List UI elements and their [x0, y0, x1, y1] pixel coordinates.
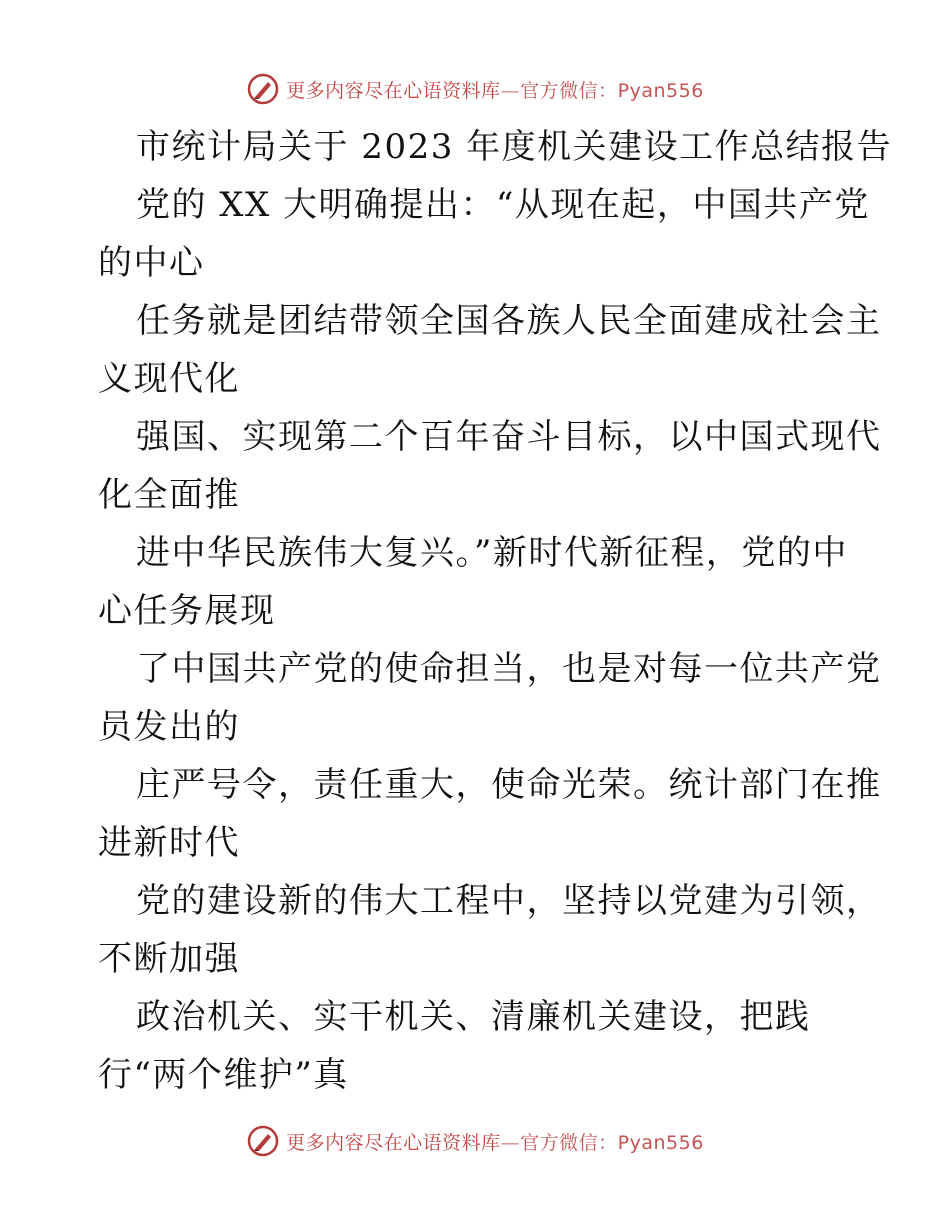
line-text: 党的建设新的伟大工程中，坚持以党建为引领， — [136, 881, 882, 921]
pen-nib-logo-icon — [246, 1124, 280, 1158]
paragraph-line — [98, 640, 882, 756]
watermark-site: 更多内容尽在心语资料库 — [286, 1131, 501, 1154]
pen-nib-logo-icon — [246, 72, 280, 106]
line-wrap-text: 化全面推 — [98, 475, 240, 515]
line-wrap-text: 的中心 — [98, 243, 205, 283]
watermark-wechat: 官方微信：Pyan556 — [520, 1131, 704, 1154]
line-wrap-text: 心任务展现 — [98, 591, 276, 631]
paragraph-line — [98, 408, 882, 524]
line-text: 任务就是团结带领全国各族人民全面建成社会主 — [136, 301, 882, 341]
paragraph-line — [98, 292, 882, 408]
line-wrap-text: 不断加强 — [98, 939, 240, 979]
paragraph-line — [98, 756, 882, 872]
line-text: 了中国共产党的使命担当，也是对每一位共产党 — [136, 649, 882, 689]
watermark-separator: — — [500, 79, 521, 102]
line-wrap-text: 义现代化 — [98, 359, 240, 399]
watermark-footer — [0, 1124, 950, 1158]
watermark-wechat: 官方微信：Pyan556 — [520, 79, 704, 102]
line-wrap-text: 员发出的 — [98, 707, 240, 747]
line-text: 党的 XX 大明确提出：“从现在起，中国共产党 — [136, 185, 870, 225]
watermark-separator: — — [500, 1131, 521, 1154]
line-wrap-text: 进新时代 — [98, 823, 240, 863]
document-title: 市统计局关于 2023 年度机关建设工作总结报告 — [136, 127, 893, 167]
line-text: 强国、实现第二个百年奋斗目标，以中国式现代 — [136, 417, 882, 457]
watermark-text — [286, 76, 704, 103]
watermark-text — [286, 1128, 704, 1155]
line-text: 进中华民族伟大复兴。”新时代新征程，党的中 — [136, 533, 848, 573]
paragraph-line — [98, 872, 882, 988]
line-text: 庄严号令，责任重大，使命光荣。统计部门在推 — [136, 765, 882, 805]
watermark-header — [0, 72, 950, 106]
line-wrap-text: 行“两个维护”真 — [98, 1055, 349, 1095]
watermark-site: 更多内容尽在心语资料库 — [286, 79, 501, 102]
paragraph-line — [98, 988, 858, 1104]
line-text: 政治机关、实干机关、清廉机关建设，把践 — [136, 997, 811, 1037]
document-body — [98, 118, 893, 1104]
paragraph-line — [98, 176, 870, 292]
paragraph-line — [98, 524, 858, 640]
